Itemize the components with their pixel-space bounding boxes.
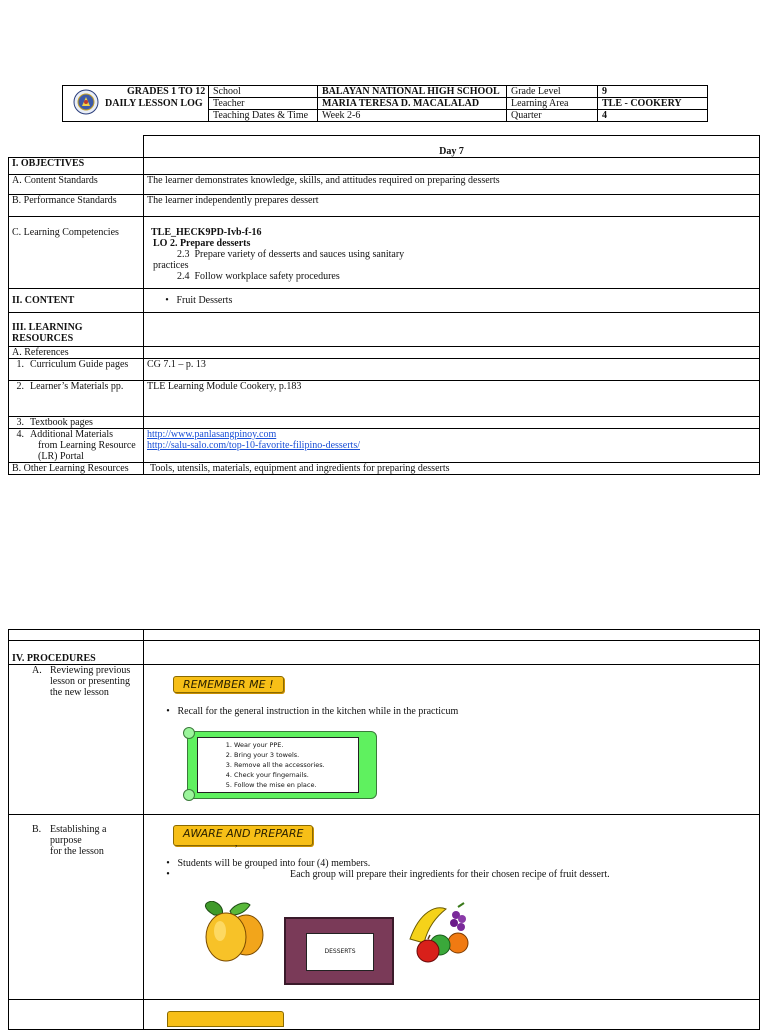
tb-num: 3. — [16, 417, 24, 428]
performance-standards-value: The learner independently prepares dessert — [144, 195, 760, 217]
deped-seal-icon — [73, 89, 99, 115]
bullet-icon: • — [166, 869, 170, 880]
dates-value: Week 2-6 — [318, 110, 507, 122]
proc-blank-right — [144, 630, 760, 641]
resources-title — [9, 313, 144, 347]
desserts-label: DESSERTS — [306, 933, 374, 971]
am-links-cell — [144, 429, 760, 463]
competency-code: TLE_HECK9PD-Ivb-f-16 — [151, 227, 262, 238]
other-resources-label: B. Other Learning Resources — [9, 463, 144, 475]
content-cell — [144, 289, 760, 313]
am-label-cell — [9, 429, 144, 463]
teacher-value: MARIA TERESA D. MACALALAD — [318, 98, 507, 110]
step-b-label — [9, 815, 144, 1000]
learning-area-label: Learning Area — [507, 98, 598, 110]
learning-area-value: TLE - COOKERY — [598, 98, 708, 110]
next-banner — [167, 1011, 284, 1027]
reminder-item: 3. Remove all the accessories. — [234, 760, 358, 770]
cg-value: CG 7.1 – p. 13 — [144, 359, 760, 381]
teacher-label: Teacher — [209, 98, 318, 110]
content-title: II. CONTENT — [9, 289, 144, 313]
dll-title-cell — [63, 86, 209, 122]
step-a-line2: lesson or presenting — [50, 676, 130, 687]
am-label-3: (LR) Portal — [38, 451, 84, 462]
competency-item-2-3 — [147, 249, 756, 260]
lesson-table — [8, 135, 760, 475]
step-b-bullet-1 — [161, 858, 756, 869]
lm-label-cell — [9, 381, 144, 417]
procedures-table — [8, 629, 760, 1030]
next-step-content — [144, 1000, 760, 1030]
tb-label-cell — [9, 417, 144, 429]
item-number: 2.4 — [177, 271, 190, 282]
performance-standards-label: B. Performance Standards — [9, 195, 144, 217]
item-text: Prepare variety of desserts and sauces using sanitary — [194, 249, 405, 260]
scroll-curl-icon — [183, 727, 195, 739]
school-label: School — [209, 86, 318, 98]
remember-me-banner: REMEMBER ME ! — [173, 676, 284, 693]
item-text: Follow workplace safety procedures — [194, 271, 340, 282]
school-value: BALAYAN NATIONAL HIGH SCHOOL — [318, 86, 507, 98]
scroll-curl-icon — [183, 789, 195, 801]
step-a-letter: A. — [32, 665, 42, 676]
next-step-label — [9, 1000, 144, 1030]
quarter-label: Quarter — [507, 110, 598, 122]
lm-value: TLE Learning Module Cookery, p.183 — [144, 381, 760, 417]
panlasangpinoy-link[interactable]: http://www.panlasangpinoy.com — [147, 429, 277, 440]
step-a-content — [144, 665, 760, 815]
procedures-blank — [144, 641, 760, 665]
bullet-icon: • — [166, 706, 170, 717]
cg-label-cell — [9, 359, 144, 381]
proc-blank-left — [9, 630, 144, 641]
reminder-item: 2. Bring your 3 towels. — [234, 750, 358, 760]
content-bullet: Fruit Desserts — [176, 295, 233, 306]
lm-num: 2. — [16, 381, 24, 392]
am-label-1: Additional Materials — [30, 429, 114, 440]
step-b-bullet-2 — [161, 869, 756, 880]
day-header: Day 7 — [144, 136, 760, 158]
step-b-bullet-2-text: Each group will prepare their ingredients for their chosen recipe of fruit dessert. — [290, 869, 610, 880]
step-a-line3: the new lesson — [50, 687, 109, 698]
reminder-item: 5. Follow the mise en place. — [234, 780, 358, 790]
quarter-value: 4 — [598, 110, 708, 122]
grade-level-value: 9 — [598, 86, 708, 98]
resources-blank — [144, 313, 760, 347]
tb-label: Textbook pages — [30, 417, 93, 428]
step-b-letter: B. — [32, 824, 42, 835]
reminders-scroll — [183, 727, 377, 799]
references-label: A. References — [9, 347, 144, 359]
competency-item-2-4 — [147, 271, 756, 282]
reminder-item: 1. Wear your PPE. — [234, 740, 358, 750]
objectives-title: I. OBJECTIVES — [9, 158, 144, 175]
content-standards-value: The learner demonstrates knowledge, skills, and attitudes required on preparing desserts — [144, 175, 760, 195]
step-a-bullet-text: Recall for the general instruction in the kitchen while in the practicum — [177, 706, 459, 717]
other-resources-value: Tools, utensils, materials, equipment and ingredients for preparing desserts — [144, 463, 760, 475]
header-table — [62, 85, 708, 122]
reminders-box — [197, 737, 359, 793]
cg-num: 1. — [16, 359, 24, 370]
am-num: 4. — [16, 429, 24, 440]
grade-level-label: Grade Level — [507, 86, 598, 98]
bullet-icon: • — [165, 295, 169, 306]
salu-salo-link[interactable]: http://salu-salo.com/top-10-favorite-filipino-desserts/ — [147, 440, 361, 451]
step-a-bullet — [161, 706, 756, 717]
grades-title: GRADES 1 TO 12 — [127, 86, 206, 97]
dll-title: DAILY LESSON LOG — [105, 98, 203, 109]
fruit-basket-clipart-icon — [406, 901, 478, 963]
content-standards-label: A. Content Standards — [9, 175, 144, 195]
blank-corner — [9, 136, 144, 158]
step-b-content — [144, 815, 760, 1000]
competency-item-2-3-cont: practices — [153, 260, 189, 271]
competencies-cell — [144, 217, 760, 289]
item-number: 2.3 — [177, 249, 190, 260]
am-label-2: from Learning Resource — [38, 440, 136, 451]
step-b-line1: Establishing a purpose — [50, 824, 107, 846]
competencies-label: C. Learning Competencies — [9, 217, 144, 289]
references-blank — [144, 347, 760, 359]
mango-clipart-icon — [200, 901, 270, 963]
banner-mark: , — [235, 838, 238, 848]
reminders-list — [198, 740, 358, 790]
objectives-blank — [144, 158, 760, 175]
learning-outcome: LO 2. Prepare desserts — [153, 238, 251, 249]
reminder-item: 4. Check your fingernails. — [234, 770, 358, 780]
tb-value — [144, 417, 760, 429]
lm-label: Learner’s Materials pp. — [30, 381, 124, 392]
resources-title-line1: III. LEARNING — [12, 322, 83, 333]
step-b-line2: for the lesson — [50, 846, 104, 857]
aware-prepare-banner: AWARE AND PREPARE — [173, 825, 313, 846]
procedures-title: IV. PROCEDURES — [9, 641, 144, 665]
resources-title-line2: RESOURCES — [12, 333, 74, 344]
dates-label: Teaching Dates & Time — [209, 110, 318, 122]
step-b-bullet-1-text: Students will be grouped into four (4) members. — [177, 858, 371, 869]
step-a-label — [9, 665, 144, 815]
bullet-icon: • — [166, 858, 170, 869]
step-a-line1: Reviewing previous — [50, 665, 131, 676]
desserts-frame — [284, 917, 394, 985]
cg-label: Curriculum Guide pages — [30, 359, 129, 370]
